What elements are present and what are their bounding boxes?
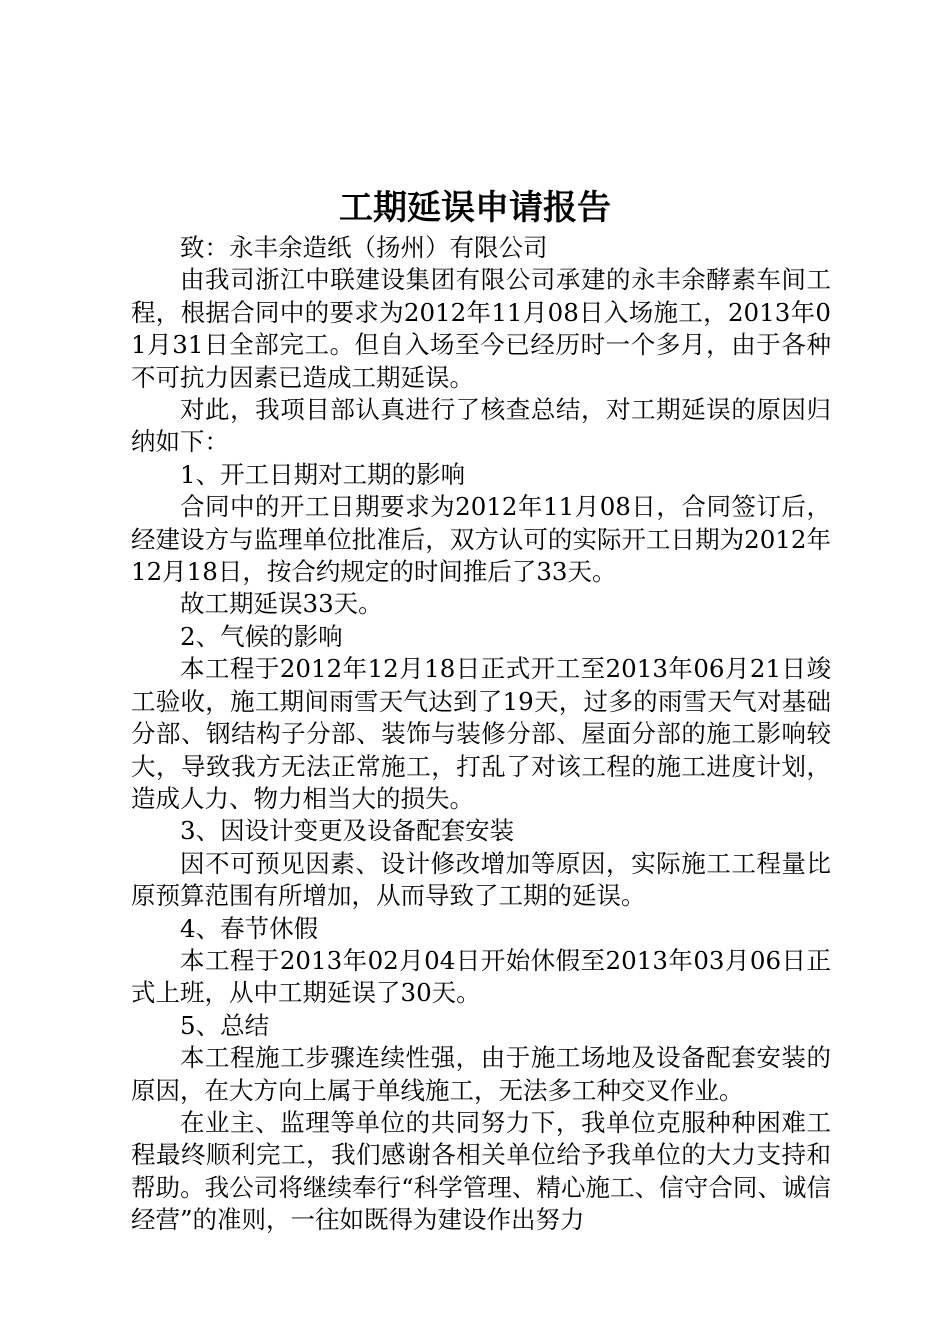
section-1-paragraph: 合同中的开工日期要求为2012年11月08日，合同签订后，经建设方与监理单位批准后，双方认可的实际开工日期为2012年12月18日，按合约规定的时间推后了33天。 xyxy=(131,492,831,587)
document-body xyxy=(131,232,831,1237)
section-heading-4: 4、春节休假 xyxy=(180,913,319,943)
section-3-paragraph: 因不可预见因素、设计修改增加等原因，实际施工工程量比原预算范围有所增加，从而导致了工期的延误。 xyxy=(131,848,831,911)
closing-paragraph: 在业主、监理等单位的共同努力下，我单位克服种种困难工程最终顺利完工，我们感谢各相关单位给予我单位的大力支持和帮助。我公司将继续奉行“科学管理、精心施工、信守合同、诚信经营”的准则，一往如既得为建设作出努力 xyxy=(131,1107,831,1235)
section-heading-3: 3、因设计变更及设备配套安装 xyxy=(180,816,515,846)
section-2-paragraph: 本工程于2012年12月18日正式开工至2013年06月21日竣工验收，施工期间雨雪天气达到了19天，过多的雨雪天气对基础分部、钢结构子分部、装饰与装修分部、屋面分部的施工影响较大，导致我方无法正常施工，打乱了对该工程的施工进度计划，造成人力、物力相当大的损失。 xyxy=(131,654,831,813)
intro-paragraph: 由我司浙江中联建设集团有限公司承建的永丰余酵素车间工程，根据合同中的要求为2012年11月08日入场施工，2013年01月31日全部完工。但自入场至今已经历时一个多月，由于各种不可抗力因素已造成工期延误。 xyxy=(131,265,831,392)
section-5-paragraph: 本工程施工步骤连续性强，由于施工场地及设备配套安装的原因，在大方向上属于单线施工，无法多工种交叉作业。 xyxy=(131,1043,831,1105)
document-title: 工期延误申请报告 xyxy=(339,188,611,228)
section-4-paragraph: 本工程于2013年02月04日开始休假至2013年03月06日正式上班，从中工期延误了30天。 xyxy=(131,945,831,1008)
summary-intro-paragraph: 对此，我项目部认真进行了核查总结，对工期延误的原因归纳如下： xyxy=(131,395,831,457)
section-heading-1: 1、开工日期对工期的影响 xyxy=(180,459,466,489)
section-1-conclusion: 故工期延误33天。 xyxy=(180,589,383,619)
section-heading-2: 2、气候的影响 xyxy=(180,621,343,651)
section-heading-5: 5、总结 xyxy=(180,1010,270,1040)
addressee-line: 致：永丰余造纸（扬州）有限公司 xyxy=(180,233,548,262)
